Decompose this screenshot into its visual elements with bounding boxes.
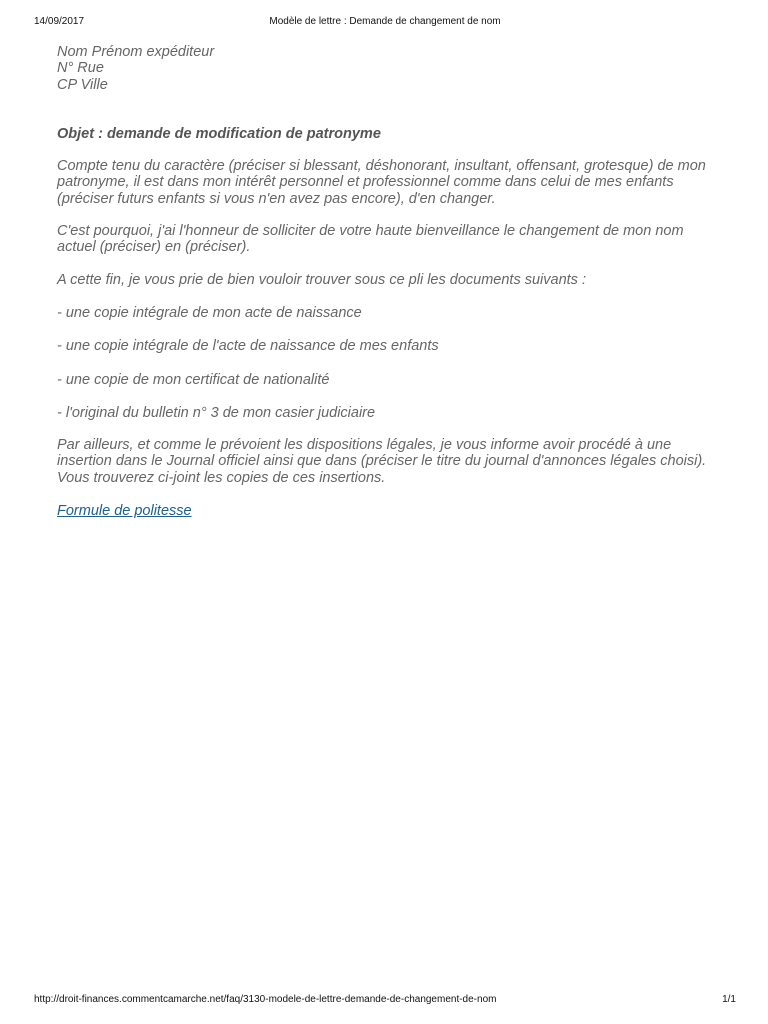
print-header [34,16,736,32]
print-header-title: Modèle de lettre : Demande de changement de nom [269,16,501,27]
sender-city: CP Ville [57,76,108,93]
print-header-date: 14/09/2017 [34,16,85,27]
sender-name: Nom Prénom expéditeur [57,44,215,60]
print-footer-page-number: 1/1 [722,994,736,1005]
closing-line [57,503,717,519]
document-list-item: - une copie intégrale de mon acte de naissance [57,304,362,321]
print-footer-url: http://droit-finances.commentcamarche.net/faq/3130-modele-de-lettre-demande-de-changement-de-nom [34,994,497,1005]
document-list-item: - l'original du bulletin n° 3 de mon casier judiciaire [57,404,376,421]
letter-paragraph: A cette fin, je vous prie de bien vouloir trouver sous ce pli les documents suivants : [57,271,586,288]
document-list-item: - une copie de mon certificat de nationalité [57,371,330,388]
letter-subject: Objet : demande de modification de patronyme [57,125,381,142]
letter-paragraph: Par ailleurs, et comme le prévoient les dispositions légales, je vous informe avoir procédé à une insertion dans le Journal officiel ainsi que dans (préciser le titre du journal d'annonces légales choisi). Vous trouverez ci-joint les copies de ces insertions. [57,437,707,486]
sender-address [57,44,717,93]
print-footer [34,994,736,1010]
letter-paragraph: Compte tenu du caractère (préciser si blessant, déshonorant, insultant, offensant, grotesque) de mon patronyme, il est dans mon intérêt personnel et professionnel comme dans celui de mes enfants (préciser futurs enfants si vous n'en avez pas encore), d'en changer. [57,158,706,207]
letter-body [57,44,717,519]
closing-formula-link[interactable]: Formule de politesse [57,503,192,520]
document-list-item: - une copie intégrale de l'acte de naissance de mes enfants [57,338,439,355]
letter-paragraph: C'est pourquoi, j'ai l'honneur de solliciter de votre haute bienveillance le changement de mon nom actuel (préciser) en (préciser). [57,223,684,256]
sender-street: N° Rue [57,60,104,77]
